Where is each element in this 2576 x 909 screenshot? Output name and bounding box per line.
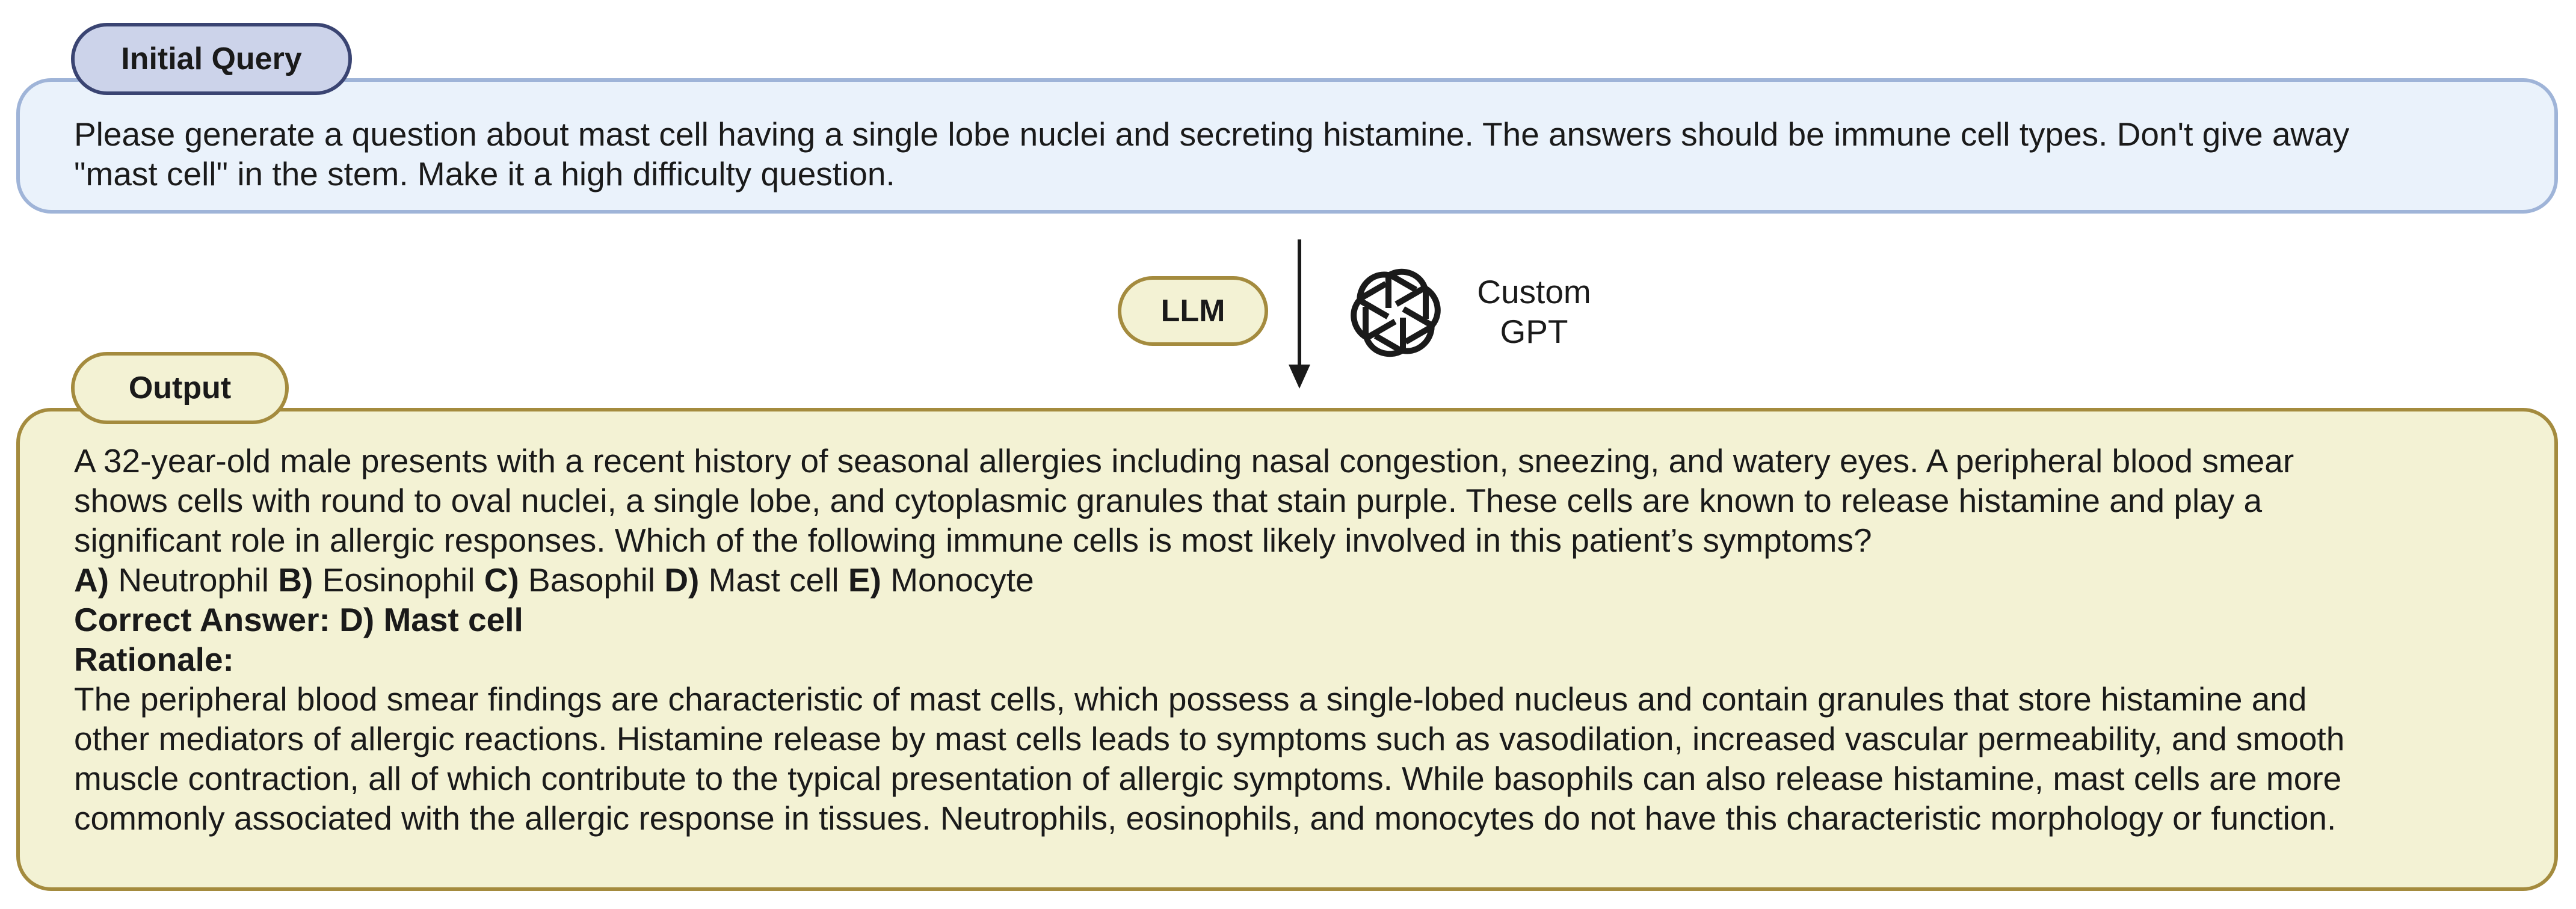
option-text: Basophil xyxy=(528,561,656,599)
query-line: Please generate a question about mast cell having a single lobe nuclei and secreting histamine. The answers should be immune cell types. Don't give away xyxy=(74,116,2350,153)
query-line: "mast cell" in the stem. Make it a high difficulty question. xyxy=(74,155,895,193)
rationale-line: other mediators of allergic reactions. Histamine release by mast cells leads to symptoms such as vasodilation, increased vascular permeability, and smooth xyxy=(74,720,2345,757)
initial-query-label: Initial Query xyxy=(71,23,352,95)
llm-label: LLM xyxy=(1118,276,1268,346)
option-letter: A) xyxy=(74,561,109,599)
openai-logo-icon xyxy=(1348,265,1444,361)
option-text: Monocyte xyxy=(890,561,1034,599)
rationale-line: commonly associated with the allergic response in tissues. Neutrophils, eosinophils, and monocytes do not have this characteristic morphology or function. xyxy=(74,800,2337,837)
output-label: Output xyxy=(71,352,289,424)
correct-answer: Correct Answer: D) Mast cell xyxy=(74,601,523,638)
custom-gpt-label xyxy=(1456,272,1612,351)
rationale-line: muscle contraction, all of which contribute to the typical presentation of allergic symptoms. While basophils can also release histamine, mast cells are more xyxy=(74,760,2342,797)
option-letter: B) xyxy=(278,561,313,599)
output-text xyxy=(74,441,2541,838)
question-line: shows cells with round to oval nuclei, a single lobe, and cytoplasmic granules that stain purple. These cells are known to release histamine and play a xyxy=(74,482,2263,519)
option-letter: D) xyxy=(664,561,700,599)
question-line: A 32-year-old male presents with a recent history of seasonal allergies including nasal congestion, sneezing, and watery eyes. A peripheral blood smear xyxy=(74,442,2294,479)
initial-query-text xyxy=(74,114,2516,194)
rationale-line: The peripheral blood smear findings are characteristic of mast cells, which possess a single-lobed nucleus and contain granules that store histamine and xyxy=(74,680,2307,718)
option-text: Mast cell xyxy=(708,561,839,599)
option-text: Eosinophil xyxy=(322,561,475,599)
option-letter: C) xyxy=(484,561,519,599)
custom-gpt-label-line: GPT xyxy=(1500,313,1568,350)
answer-options xyxy=(74,560,2541,600)
question-line: significant role in allergic responses. Which of the following immune cells is most likely involved in this patient’s symptoms? xyxy=(74,522,1872,559)
rationale-label: Rationale: xyxy=(74,641,234,678)
option-text: Neutrophil xyxy=(118,561,270,599)
down-arrow-icon xyxy=(1278,239,1320,390)
option-letter: E) xyxy=(848,561,881,599)
custom-gpt-label-line: Custom xyxy=(1477,273,1591,310)
